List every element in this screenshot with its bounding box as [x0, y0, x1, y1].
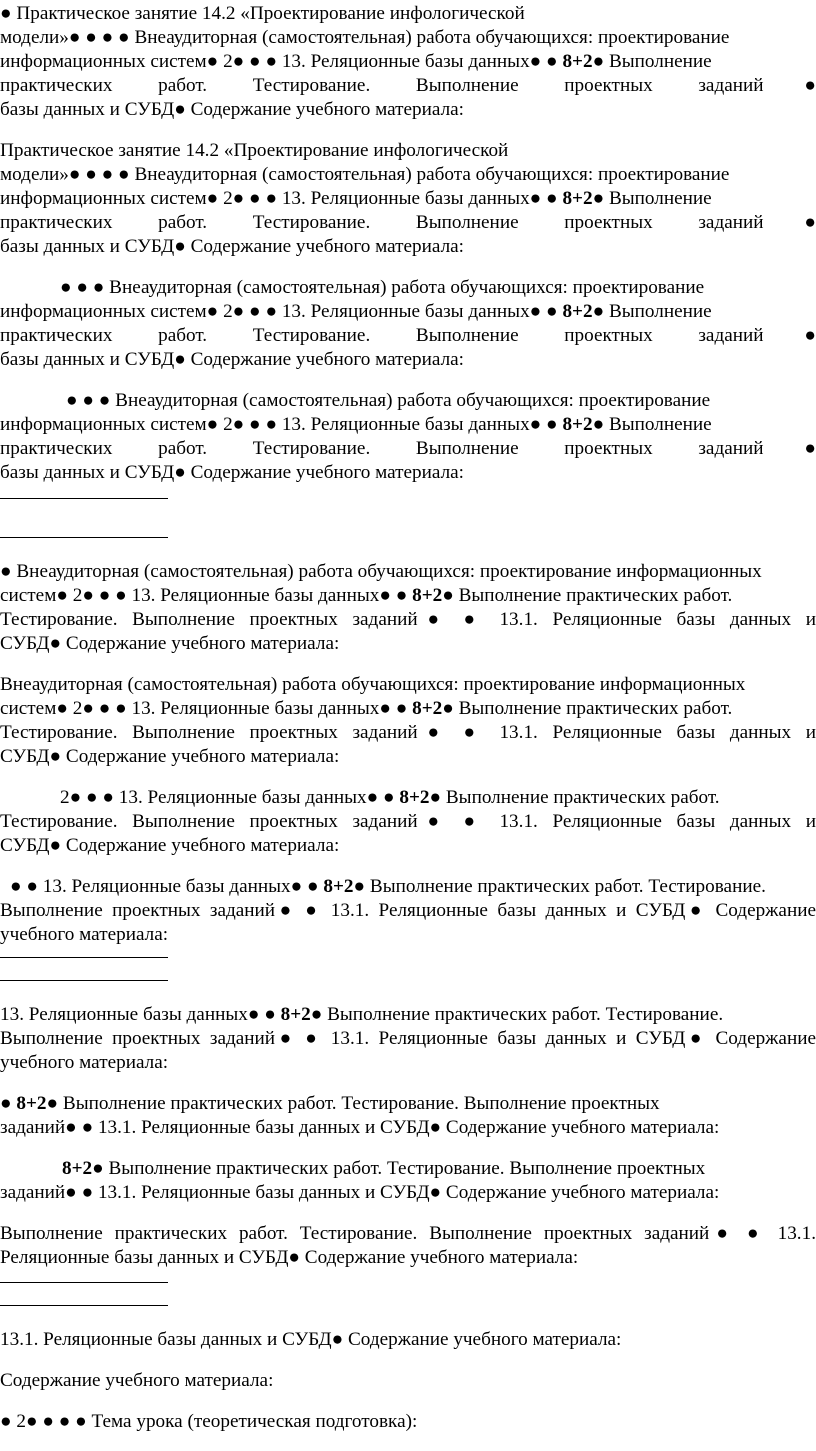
text-paragraph: [0, 2, 816, 122]
text-line: практических работ. Тестирование. Выполнение проектных заданий●: [0, 75, 816, 96]
text-paragraph: [0, 1003, 816, 1075]
text-paragraph: [0, 1369, 816, 1393]
text-line: базы данных и СУБД● Содержание учебного материала:: [0, 236, 465, 257]
text-paragraph: [0, 389, 816, 485]
text-line: информационных систем● 2● ● ● 13. Реляционные базы данных● ● 8+2● Выполнение: [0, 414, 712, 435]
text-line: Тестирование. Выполнение проектных заданий● ● 13.1. Реляционные базы данных и: [0, 609, 816, 630]
text-paragraph: [0, 875, 816, 947]
footnote-separator: [0, 1305, 168, 1306]
document-body: [0, 2, 816, 1451]
text-line: Содержание учебного материала:: [0, 1370, 274, 1391]
text-line: СУБД● Содержание учебного материала:: [0, 835, 340, 856]
footnote-separator: [0, 498, 168, 499]
text-paragraph: [0, 786, 816, 858]
footnote-separator: [0, 957, 168, 958]
text-line: Практическое занятие 14.2 «Проектирование инфологической: [0, 140, 509, 161]
text-line: Внеаудиторная (самостоятельная) работа обучающихся: проектирование информационных: [0, 674, 746, 695]
text-line: модели»● ● ● ● Внеаудиторная (самостоятельная) работа обучающихся: проектирование: [0, 27, 730, 48]
text-line: Тестирование. Выполнение проектных заданий● ● 13.1. Реляционные базы данных и: [0, 811, 816, 832]
footnote-separator: [0, 1282, 168, 1283]
text-line: базы данных и СУБД● Содержание учебного материала:: [0, 462, 465, 483]
text-paragraph: [0, 1410, 816, 1434]
text-line: систем● 2● ● ● 13. Реляционные базы данных● ● 8+2● Выполнение практических работ.: [0, 585, 733, 606]
text-line: информационных систем● 2● ● ● 13. Реляционные базы данных● ● 8+2● Выполнение: [0, 188, 712, 209]
text-line: информационных систем● 2● ● ● 13. Реляционные базы данных● ● 8+2● Выполнение: [0, 301, 712, 322]
text-line: СУБД● Содержание учебного материала:: [0, 746, 340, 767]
text-line: модели»● ● ● ● Внеаудиторная (самостоятельная) работа обучающихся: проектирование: [0, 164, 730, 185]
text-paragraph: [0, 1157, 816, 1205]
text-paragraph: [0, 276, 816, 372]
text-paragraph: [0, 1328, 816, 1352]
text-paragraph: [0, 1222, 816, 1270]
text-paragraph: [0, 1092, 816, 1140]
text-line: 2● ● ● 13. Реляционные базы данных● ● 8+2● Выполнение практических работ.: [60, 787, 720, 808]
text-line: СУБД● Содержание учебного материала:: [0, 633, 340, 654]
text-line: практических работ. Тестирование. Выполнение проектных заданий●: [0, 212, 816, 233]
text-line: учебного материала:: [0, 1052, 169, 1073]
text-line: ● 8+2● Выполнение практических работ. Тестирование. Выполнение проектных: [0, 1093, 660, 1114]
text-line: Реляционные базы данных и СУБД● Содержание учебного материала:: [0, 1247, 579, 1268]
text-paragraph: [0, 139, 816, 259]
footnote-separator: [0, 980, 168, 981]
text-line: заданий● ● 13.1. Реляционные базы данных и СУБД● Содержание учебного материала:: [0, 1117, 720, 1138]
text-line: ● 2● ● ● ● Тема урока (теоретическая подготовка):: [0, 1411, 418, 1432]
text-line: 8+2● Выполнение практических работ. Тестирование. Выполнение проектных: [62, 1158, 706, 1179]
text-line: ● Практическое занятие 14.2 «Проектирование инфологической: [0, 3, 525, 24]
text-line: практических работ. Тестирование. Выполнение проектных заданий●: [0, 438, 816, 459]
text-line: Выполнение практических работ. Тестирование. Выполнение проектных заданий● ● 13.1.: [0, 1223, 816, 1244]
text-line: базы данных и СУБД● Содержание учебного материала:: [0, 349, 465, 370]
text-line: Выполнение проектных заданий● ● 13.1. Реляционные базы данных и СУБД● Содержание: [0, 900, 816, 921]
text-line: ● ● 13. Реляционные базы данных● ● 8+2● Выполнение практических работ. Тестирование.: [10, 876, 766, 897]
text-line: 13. Реляционные базы данных● ● 8+2● Выполнение практических работ. Тестирование.: [0, 1004, 724, 1025]
text-line: систем● 2● ● ● 13. Реляционные базы данных● ● 8+2● Выполнение практических работ.: [0, 698, 733, 719]
text-line: информационных систем● 2● ● ● 13. Реляционные базы данных● ● 8+2● Выполнение: [0, 51, 712, 72]
text-line: практических работ. Тестирование. Выполнение проектных заданий●: [0, 325, 816, 346]
text-line: ● Внеаудиторная (самостоятельная) работа обучающихся: проектирование информационных: [0, 561, 762, 582]
text-line: учебного материала:: [0, 924, 169, 945]
text-line: ● ● ● Внеаудиторная (самостоятельная) работа обучающихся: проектирование: [66, 390, 711, 411]
text-line: заданий● ● 13.1. Реляционные базы данных и СУБД● Содержание учебного материала:: [0, 1182, 720, 1203]
text-line: базы данных и СУБД● Содержание учебного материала:: [0, 99, 465, 120]
footnote-separator: [0, 537, 168, 538]
text-line: ● ● ● Внеаудиторная (самостоятельная) работа обучающихся: проектирование: [60, 277, 705, 298]
text-paragraph: [0, 560, 816, 656]
text-line: Выполнение проектных заданий● ● 13.1. Реляционные базы данных и СУБД● Содержание: [0, 1028, 816, 1049]
text-line: 13.1. Реляционные базы данных и СУБД● Содержание учебного материала:: [0, 1329, 622, 1350]
text-paragraph: [0, 673, 816, 769]
text-line: Тестирование. Выполнение проектных заданий● ● 13.1. Реляционные базы данных и: [0, 722, 816, 743]
